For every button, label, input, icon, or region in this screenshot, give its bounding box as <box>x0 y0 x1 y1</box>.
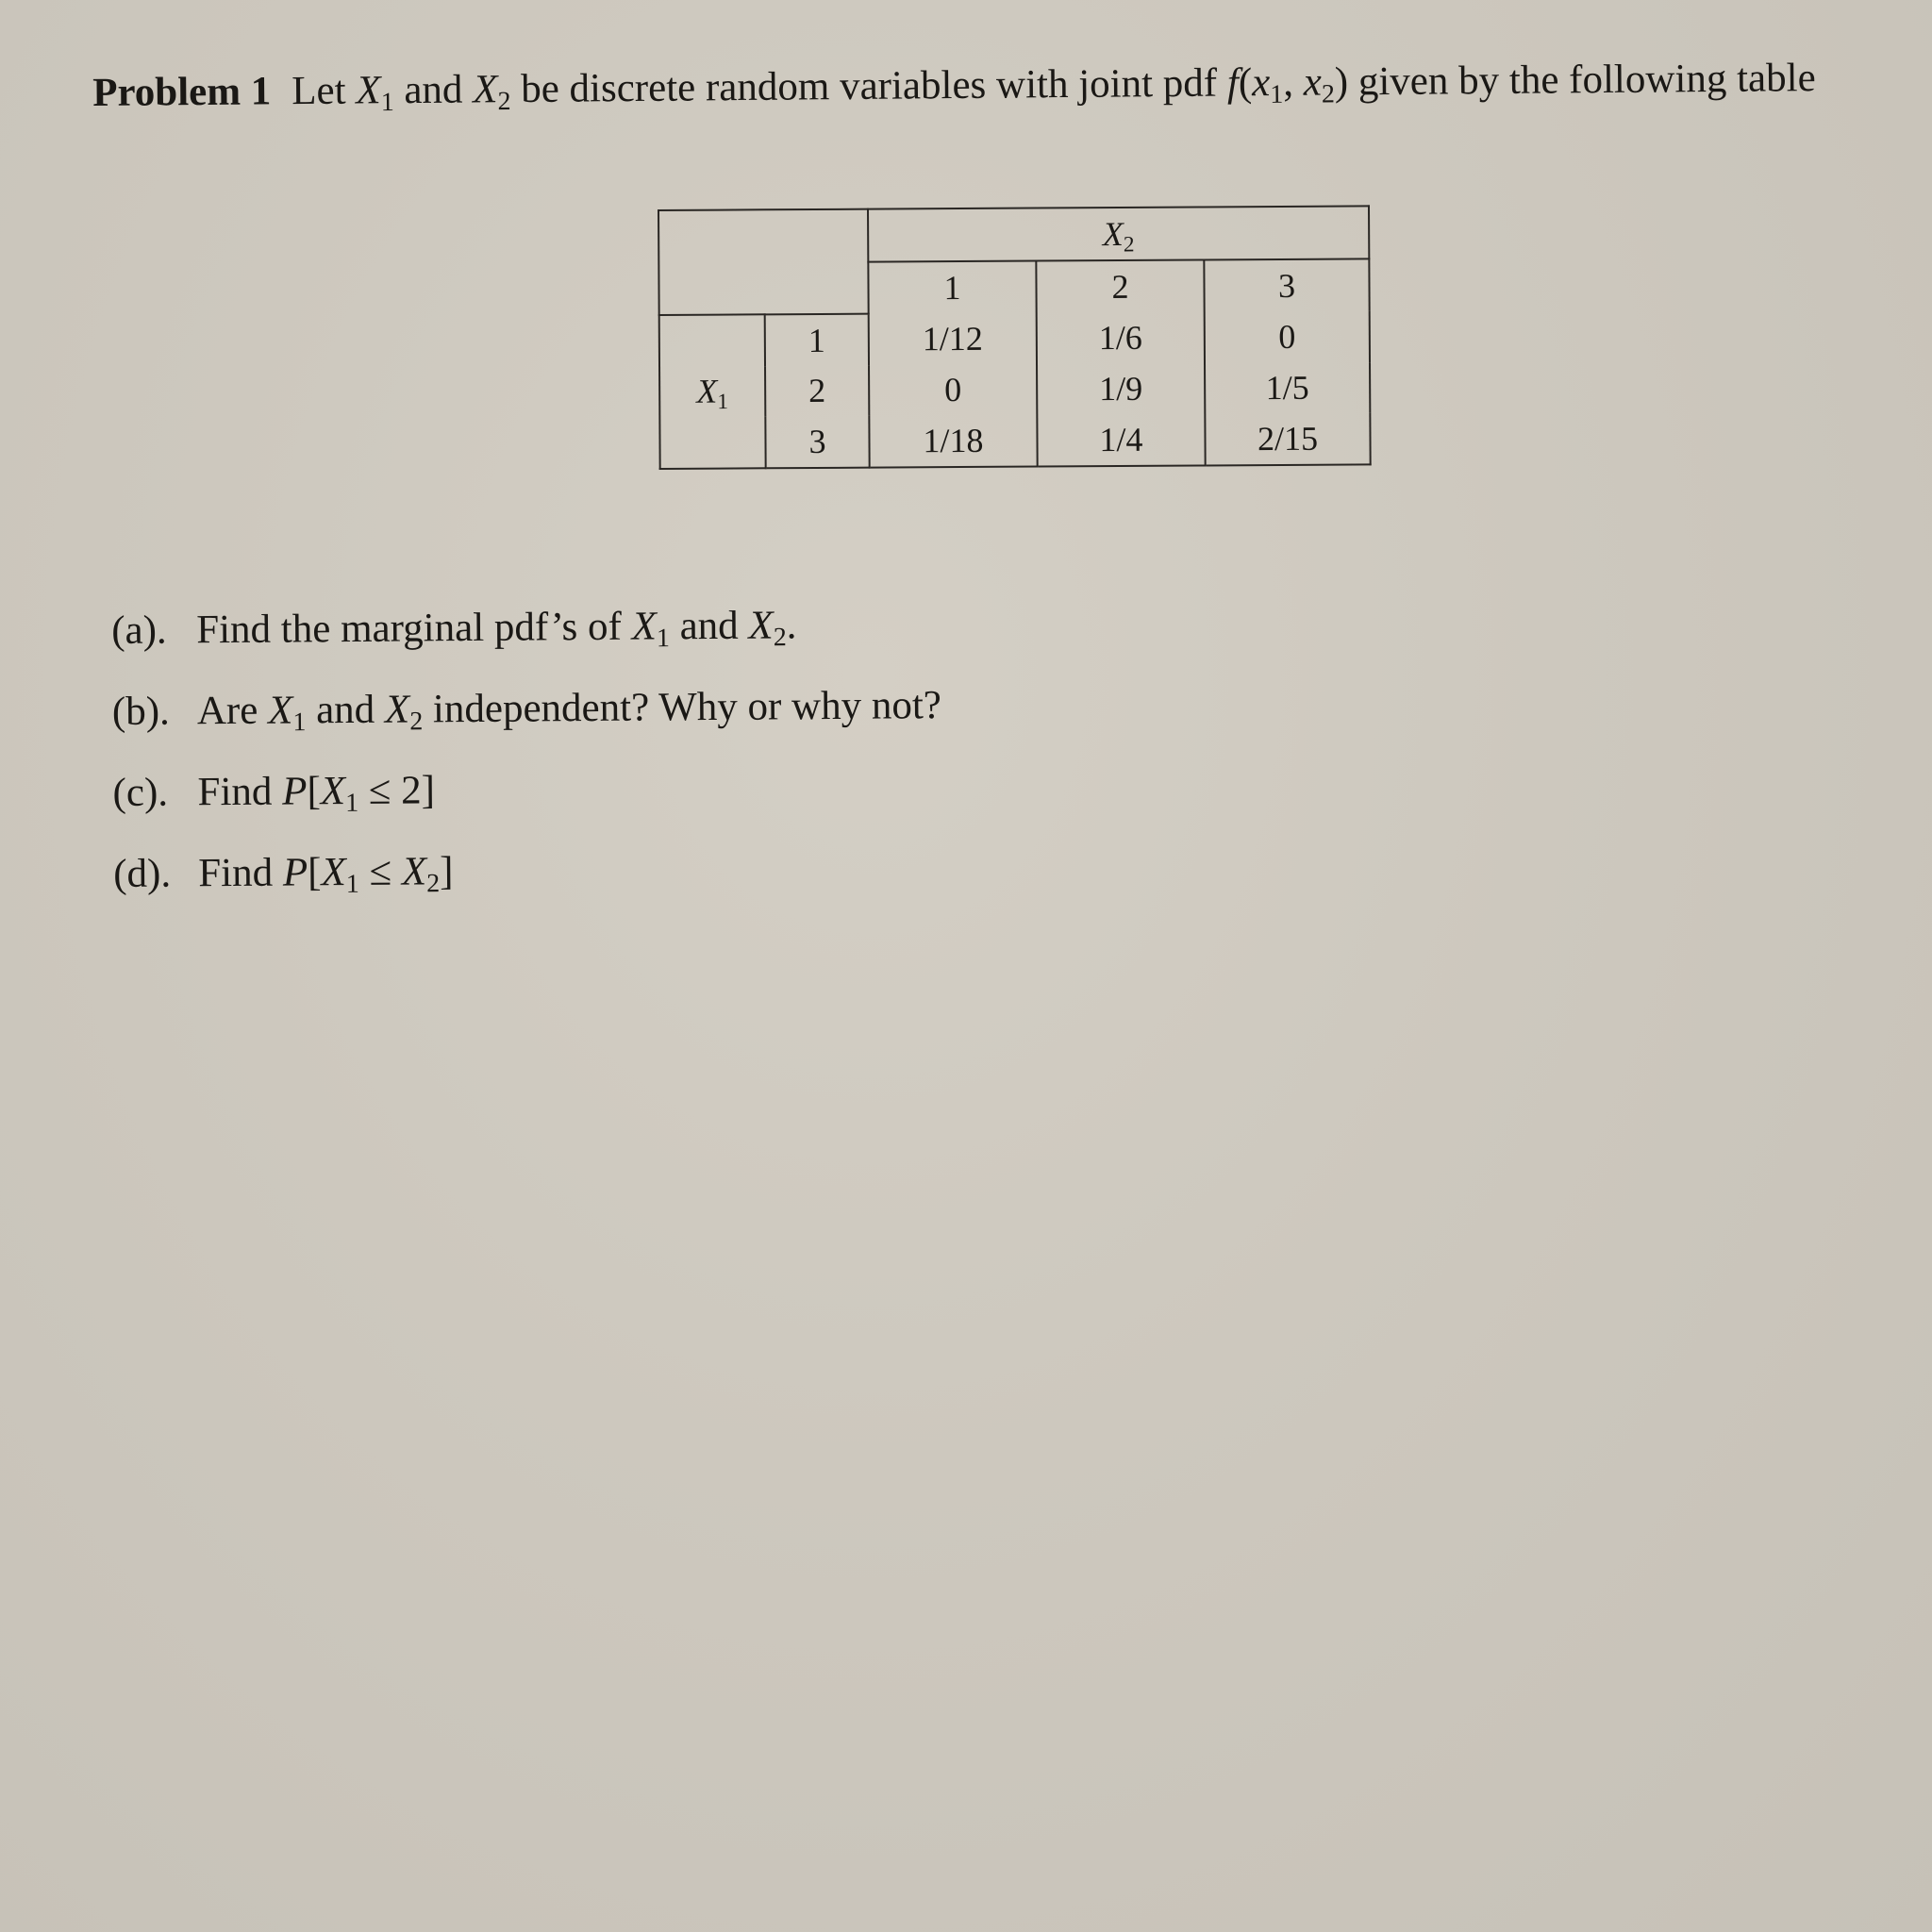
table-cell: 2/15 <box>1205 413 1370 466</box>
row-variable-header: $X_1$ <box>659 314 766 469</box>
row-header-cell: 3 <box>765 416 869 468</box>
table-cell: 1/9 <box>1037 363 1205 415</box>
question-b: (b). Are $X_1$ and $X_2$ independent? Why or why not? <box>112 678 942 766</box>
table-cell: 1/12 <box>869 312 1037 365</box>
question-label: (c). <box>112 770 169 815</box>
table-row <box>659 413 1370 469</box>
table-row <box>659 362 1370 417</box>
joint-pdf-table <box>658 205 1372 470</box>
table-row <box>658 206 1369 263</box>
var-x1: $X_1$ <box>356 68 394 118</box>
table-cell: 1/6 <box>1037 311 1205 364</box>
question-list <box>111 597 943 928</box>
row-header-cell: 2 <box>765 365 869 416</box>
col-header-cell: 2 <box>1036 260 1204 313</box>
problem-text: be discrete random variables with joint pdf <box>510 60 1228 112</box>
question-c: (c). Find $P[X_1 \le 2]$ <box>112 759 942 847</box>
question-label: (d). <box>113 851 172 896</box>
problem-text: and <box>393 67 474 113</box>
problem-heading: Problem 1 <box>92 69 272 115</box>
table-cell: 1/18 <box>869 415 1037 468</box>
table-cell: 0 <box>869 364 1037 416</box>
problem-text: Let <box>291 68 357 114</box>
question-d: (d). Find $P[X_1 \le X_2]$ <box>113 841 943 928</box>
table-row <box>659 310 1370 366</box>
joint-pdf-table-wrapper <box>658 205 1370 470</box>
pdf-notation: $f(x_1$, $x_2$) <box>1226 59 1349 109</box>
question-label: (a). <box>111 608 167 653</box>
table-cell: 1/4 <box>1037 414 1205 467</box>
corner-cell <box>658 209 869 315</box>
question-a: (a). Find the marginal pdf’s of $X_1$ and $X_2$. <box>111 597 941 685</box>
table-cell: 0 <box>1205 310 1370 363</box>
var-x2: $X_2$ <box>472 67 511 117</box>
question-label: (b). <box>111 689 170 734</box>
problem-statement <box>92 54 1904 117</box>
col-header-cell: 1 <box>868 261 1036 314</box>
table-cell: 1/5 <box>1205 362 1370 414</box>
col-variable-header: $X_2$ <box>868 206 1369 261</box>
problem-text: given by the following table <box>1347 56 1816 105</box>
row-header-cell: 1 <box>765 314 869 366</box>
col-header-cell: 3 <box>1204 259 1369 312</box>
